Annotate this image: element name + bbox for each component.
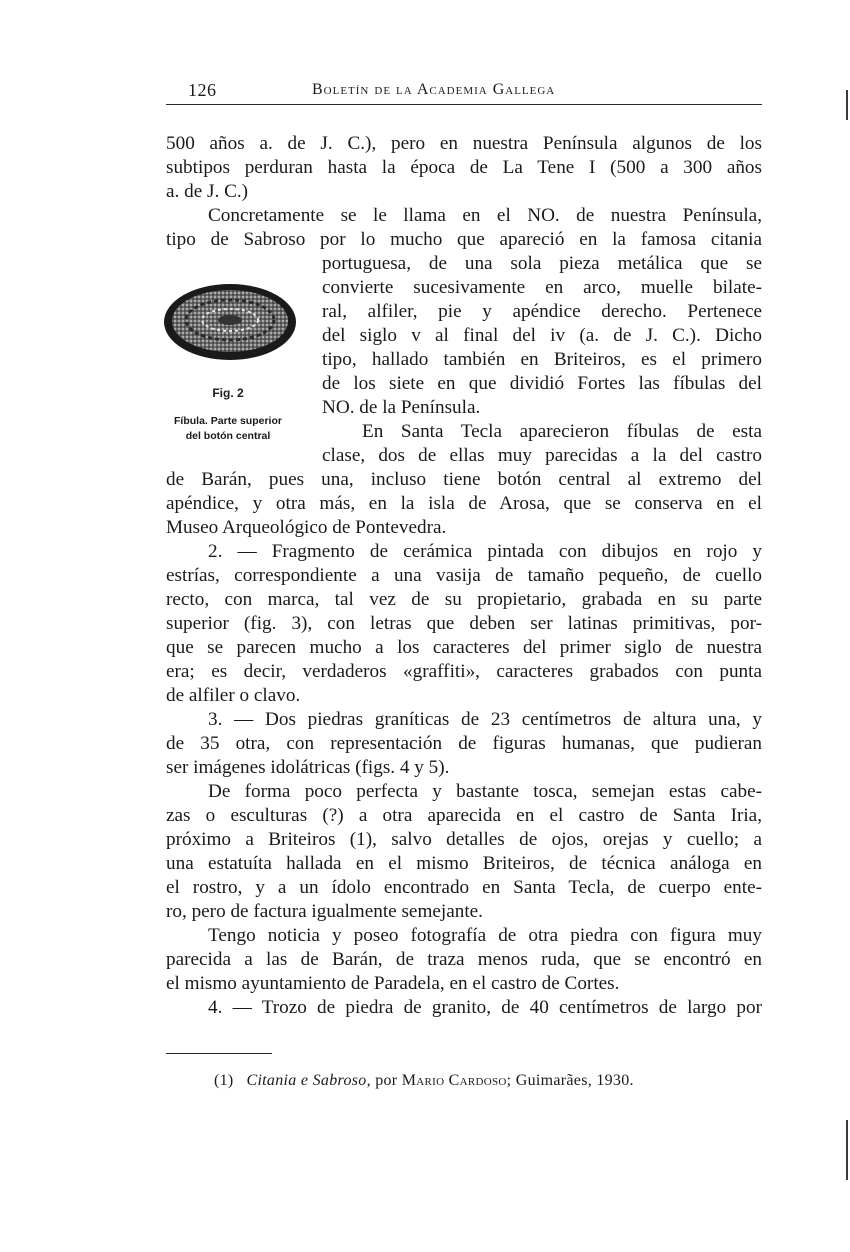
fibula-figure	[158, 276, 298, 366]
text-line: del siglo v al final del iv (a. de J. C.). Dicho	[322, 325, 762, 346]
text-line: recto, con marca, tal vez de su propietario, grabada en su parte	[166, 589, 762, 610]
text-line: tipo de Sabroso por lo mucho que apareció en la famosa citania	[166, 229, 762, 250]
header-rule	[166, 104, 762, 105]
text-line: zas o esculturas (?) a otra aparecida en el castro de Santa Iria,	[166, 805, 762, 826]
scan-edge-mark	[846, 90, 848, 120]
figure-caption-line: del botón central	[185, 430, 271, 442]
text-line: ral, alfiler, pie y apéndice derecho. Pertenece	[322, 301, 762, 322]
footnote	[214, 1072, 634, 1090]
running-title: Boletín de la Academia Gallega	[312, 81, 556, 98]
figure-caption	[158, 414, 298, 444]
footnote-title: Sabroso,	[312, 1072, 371, 1089]
text-line: portuguesa, de una sola pieza metálica que se	[322, 253, 762, 274]
footnote-title: Citania	[246, 1072, 297, 1089]
text-line: Museo Arqueológico de Pontevedra.	[166, 517, 447, 538]
page-header	[166, 80, 762, 104]
text-line: era; es decir, verdaderos «graffiti», caracteres grabados con punta	[166, 661, 762, 682]
text-line: Tengo noticia y poseo fotografía de otra piedra con figura muy	[208, 925, 762, 946]
text-line: superior (fig. 3), con letras que deben ser latinas primitivas, por-	[166, 613, 762, 634]
text-line: 3. — Dos piedras graníticas de 23 centímetros de altura una, y	[208, 709, 762, 730]
text-line: a. de J. C.)	[166, 181, 249, 202]
footnote-rule	[166, 1053, 272, 1054]
text-line: clase, dos de ellas muy parecidas a la del castro	[322, 445, 762, 466]
footnote-title-conj: e	[300, 1072, 309, 1089]
text-line: subtipos perduran hasta la época de La Tene I (500 a 300 años	[166, 157, 762, 178]
text-line: el mismo ayuntamiento de Paradela, en el castro de Cortes.	[166, 973, 620, 994]
text-line: convierte sucesivamente en arco, muelle bilate-	[322, 277, 762, 298]
text-line: que se parecen mucho a los caracteres del primer siglo de nuestra	[166, 637, 762, 658]
text-line: ro, pero de factura igualmente semejante.	[166, 901, 483, 922]
text-line: el rostro, y a un ídolo encontrado en Santa Tecla, de cuerpo ente-	[166, 877, 762, 898]
text-line: ser imágenes idolátricas (figs. 4 y 5).	[166, 757, 450, 778]
text-line: de 35 otra, con representación de figuras humanas, que pudieran	[166, 733, 762, 754]
text-line: una estatuíta hallada en el mismo Briteiros, de técnica análoga en	[166, 853, 762, 874]
text-line: próximo a Briteiros (1), salvo detalles de ojos, orejas y cuello; a	[166, 829, 762, 850]
figure-caption-line: Fíbula. Parte superior	[174, 415, 282, 427]
text-line: estrías, correspondiente a una vasija de tamaño pequeño, de cuello	[166, 565, 762, 586]
text-line: de alfiler o clavo.	[166, 685, 301, 706]
text-line: 2. — Fragmento de cerámica pintada con dibujos en rojo y	[208, 541, 762, 562]
scan-edge-mark	[846, 1120, 848, 1180]
footnote-by: por	[375, 1072, 398, 1089]
footnote-author: Mario Cardoso;	[401, 1072, 512, 1089]
text-line: En Santa Tecla aparecieron fíbulas de esta	[362, 421, 762, 442]
text-line: NO. de la Península.	[322, 397, 481, 418]
text-line: de los siete en que dividió Fortes las fíbulas del	[322, 373, 762, 394]
text-line: Concretamente se le llama en el NO. de nuestra Península,	[208, 205, 762, 226]
text-line: tipo, hallado también en Briteiros, es el primero	[322, 349, 762, 370]
text-line: 4. — Trozo de piedra de granito, de 40 centímetros de largo por	[208, 997, 762, 1018]
text-line: de Barán, pues una, incluso tiene botón central al extremo del	[166, 469, 762, 490]
page-number: 126	[188, 80, 217, 100]
text-line: De forma poco perfecta y bastante tosca, semejan estas cabe-	[208, 781, 762, 802]
text-line: parecida a las de Barán, de traza menos ruda, que se encontró en	[166, 949, 762, 970]
footnote-marker: (1)	[214, 1072, 234, 1089]
text-line: 500 años a. de J. C.), pero en nuestra Península algunos de los	[166, 133, 762, 154]
footnote-place-year: Guimarães, 1930.	[515, 1072, 634, 1089]
figure-label: Fig. 2	[212, 386, 244, 400]
text-line: apéndice, y otra más, en la isla de Arosa, que se conserva en el	[166, 493, 762, 514]
fibula-illustration	[158, 276, 298, 366]
